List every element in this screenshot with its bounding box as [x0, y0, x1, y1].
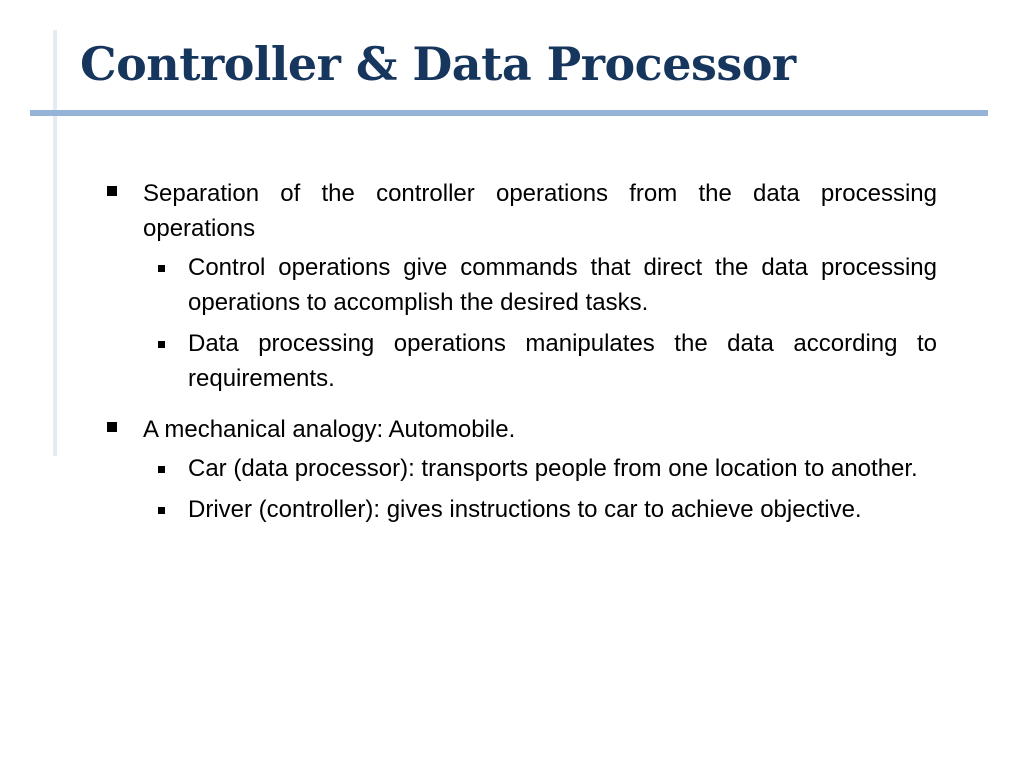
- sub-bullet-item: [104, 250, 937, 320]
- sub-bullet-text: Data processing operations manipulates the data according to requirements.: [188, 330, 937, 392]
- sub-bullet-item: [104, 451, 937, 486]
- bullet-item: [104, 412, 937, 447]
- sub-bullet-text: Driver (controller): gives instructions to car to achieve objective.: [188, 496, 862, 523]
- bullet-item: [104, 176, 937, 246]
- sub-bullet-text: Car (data processor): transports people from one location to another.: [188, 455, 918, 482]
- square-bullet-icon: [107, 186, 117, 196]
- small-square-bullet-icon: [158, 265, 165, 272]
- sub-bullet-item: [104, 326, 937, 396]
- title-underline: [30, 110, 988, 116]
- bullet-text: Separation of the controller operations from the data processing operations: [143, 180, 937, 242]
- sub-bullet-item: [104, 492, 937, 527]
- sub-bullet-text: Control operations give commands that direct the data processing operations to accomplish the desired tasks.: [188, 254, 937, 316]
- bullet-list: [104, 176, 937, 533]
- slide-title: Controller & Data Processor: [80, 37, 796, 91]
- bullet-text: A mechanical analogy: Automobile.: [143, 416, 516, 443]
- small-square-bullet-icon: [158, 507, 165, 514]
- vertical-accent-line: [53, 30, 57, 456]
- small-square-bullet-icon: [158, 466, 165, 473]
- square-bullet-icon: [107, 422, 117, 432]
- small-square-bullet-icon: [158, 341, 165, 348]
